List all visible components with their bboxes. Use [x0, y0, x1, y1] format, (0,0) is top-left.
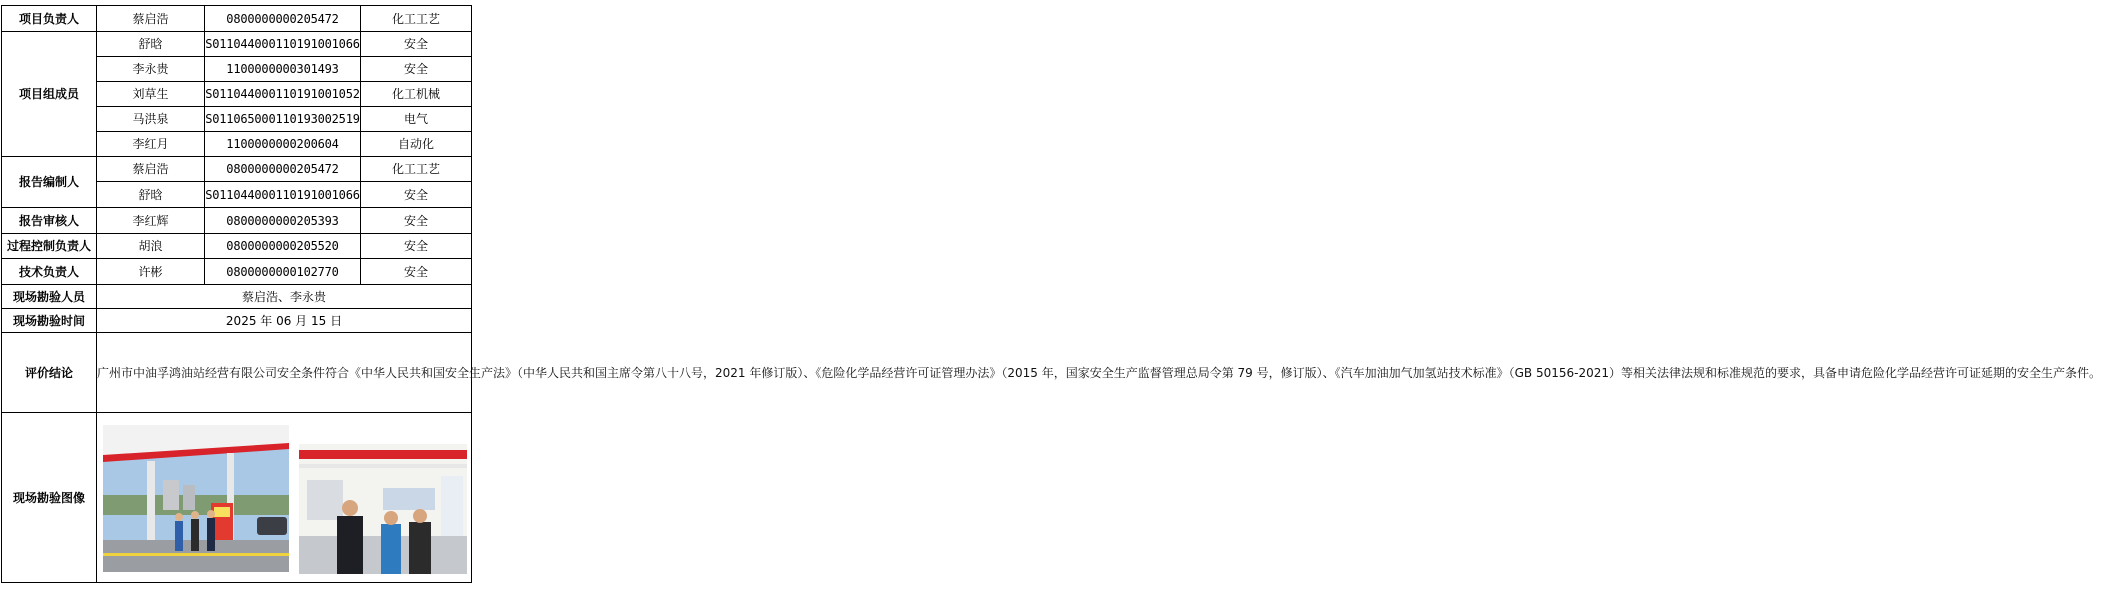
member-row [2, 32, 472, 57]
process-control-label: 过程控制负责人 [2, 234, 97, 259]
person-field: 自动化 [361, 132, 472, 157]
person-field: 安全 [361, 32, 472, 57]
person-field: 安全 [361, 57, 472, 82]
person-name: 许彬 [97, 259, 205, 285]
technical-label: 技术负责人 [2, 259, 97, 285]
person-name: 蔡启浩 [97, 157, 205, 182]
conclusion-label: 评价结论 [2, 333, 97, 413]
person-name: 李红辉 [97, 208, 205, 234]
survey-photos-cell [97, 413, 472, 583]
survey-staff-row [2, 285, 472, 309]
reviewer-row [2, 208, 472, 234]
personnel-table [1, 5, 2101, 583]
person-id: S011044000110191001066 [205, 182, 361, 208]
person-field: 电气 [361, 107, 472, 132]
survey-staff-label: 现场勘验人员 [2, 285, 97, 309]
photo-area [97, 414, 471, 582]
person-field: 化工机械 [361, 82, 472, 107]
person-field: 安全 [361, 182, 472, 208]
gas-station-canopy-image [103, 425, 289, 572]
members-label: 项目组成员 [2, 32, 97, 157]
person-id: S011044000110191001052 [205, 82, 361, 107]
person-name: 刘草生 [97, 82, 205, 107]
person-id: 0800000000205472 [205, 157, 361, 182]
person-name: 蔡启浩 [97, 6, 205, 32]
survey-time-value: 2025 年 06 月 15 日 [97, 309, 472, 333]
person-name: 胡浪 [97, 234, 205, 259]
person-id: 0800000000205520 [205, 234, 361, 259]
person-field: 安全 [361, 208, 472, 234]
person-id: S011065000110193002519 [205, 107, 361, 132]
person-id: 0800000000102770 [205, 259, 361, 285]
person-name: 李永贵 [97, 57, 205, 82]
person-field: 安全 [361, 234, 472, 259]
compiler-label: 报告编制人 [2, 157, 97, 208]
survey-time-label: 现场勘验时间 [2, 309, 97, 333]
person-id: S011044000110191001066 [205, 32, 361, 57]
person-id: 0800000000205472 [205, 6, 361, 32]
person-name: 舒晗 [97, 32, 205, 57]
person-field: 化工工艺 [361, 157, 472, 182]
person-id: 1100000000200604 [205, 132, 361, 157]
survey-staff-value: 蔡启浩、李永贵 [97, 285, 472, 309]
leader-row [2, 6, 472, 32]
person-id: 1100000000301493 [205, 57, 361, 82]
process-control-row [2, 234, 472, 259]
technical-row [2, 259, 472, 285]
conclusion-text: 广州市中油孚鸿油站经营有限公司安全条件符合《中华人民共和国安全生产法》（中华人民共和国主席令第八十八号，2021 年修订版）、《危险化学品经营许可证管理办法》（2015 年，国家安全生产监督管理总局令第 79 号，修订版）、《汽车加油加气加氢站技术标准》（GB 50156-2021）等相关法律法规和标准规范的要求，具备申请危险化学品经营许可证延期的安全生产条件。 [97, 333, 472, 413]
survey-photos-row [2, 413, 472, 583]
person-name: 李红月 [97, 132, 205, 157]
conclusion-row [2, 333, 472, 413]
convenience-store-image [299, 444, 467, 574]
person-id: 0800000000205393 [205, 208, 361, 234]
compiler-row [2, 157, 472, 182]
person-field: 安全 [361, 259, 472, 285]
station-canopy-photo [103, 425, 289, 572]
person-name: 舒晗 [97, 182, 205, 208]
reviewer-label: 报告审核人 [2, 208, 97, 234]
person-field: 化工工艺 [361, 6, 472, 32]
leader-label: 项目负责人 [2, 6, 97, 32]
station-store-photo [299, 444, 467, 574]
survey-photos-label: 现场勘验图像 [2, 413, 97, 583]
person-name: 马洪泉 [97, 107, 205, 132]
survey-time-row [2, 309, 472, 333]
